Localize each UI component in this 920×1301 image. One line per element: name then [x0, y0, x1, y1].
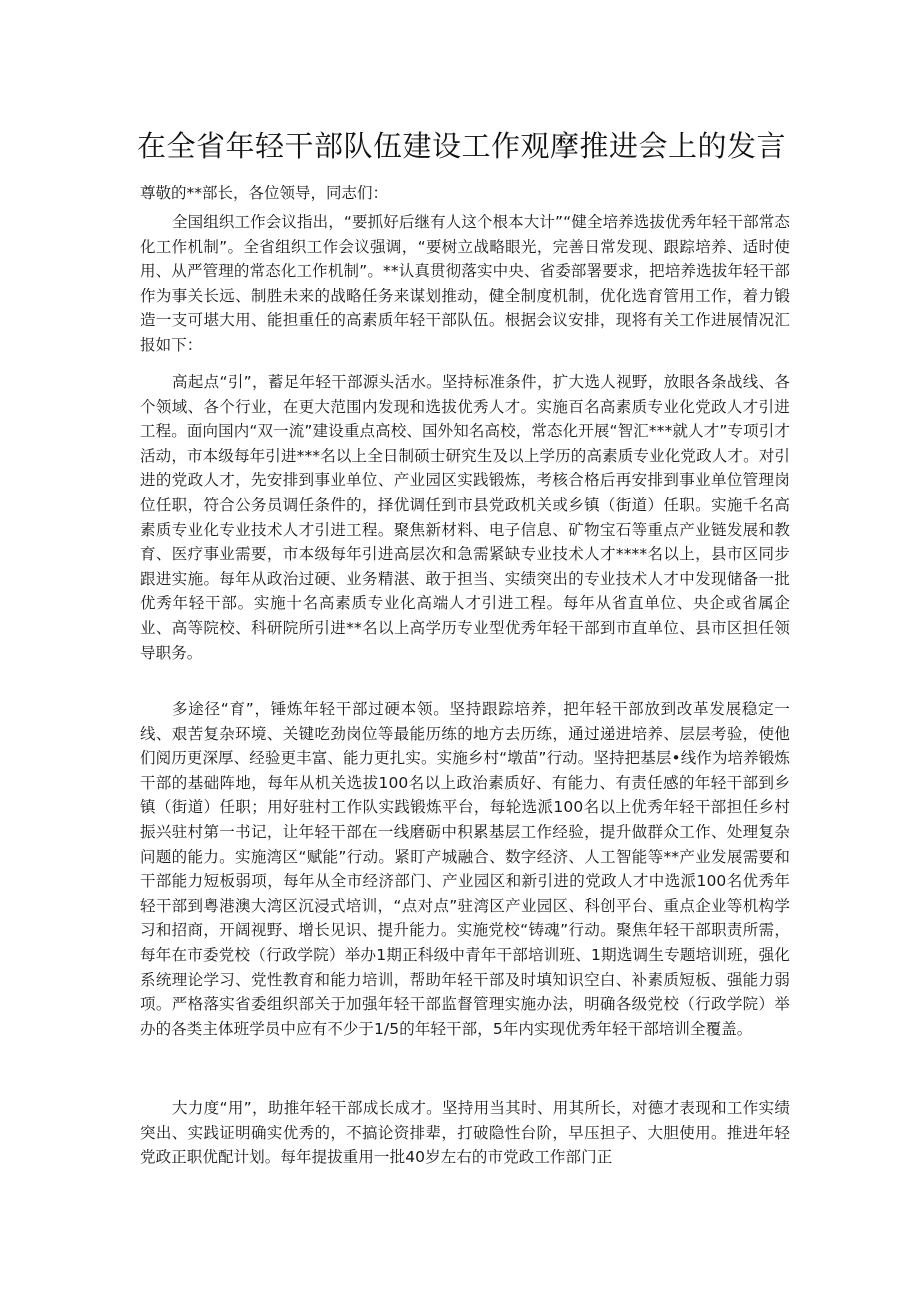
document-title: 在全省年轻干部队伍建设工作观摩推进会上的发言 [137, 129, 787, 163]
paragraph-intro: 全国组织工作会议指出，“要抓好后继有人这个根本大计”“健全培养选拔优秀年轻干部常态化工作机制”。全省组织工作会议强调，“要树立战略眼光，完善日常发现、跟踪培养、适时使用、从严管理的常态化工作机制”。**认真贯彻落实中央、省委部署要求，把培养选拔年轻干部作为事关长远、制胜未来的战略任务来谋划推动，健全制度机制，优化选育管用工作，着力锻造一支可堪大用、能担重任的高素质年轻干部队伍。根据会议安排，现将有关工作进展情况汇报如下： [140, 213, 790, 354]
paragraph-train: 多途径“育”，锤炼年轻干部过硬本领。坚持跟踪培养，把年轻干部放到改革发展稳定一线、艰苦复杂环境、关键吃劲岗位等最能历练的地方去历练，通过递进培养、层层考验，使他们阅历更深厚、经验更丰富、能力更扎实。实施乡村“墩苗”行动。坚持把基层•线作为培养锻炼干部的基础阵地，每年从机关选拔100名以上政治素质好、有能力、有责任感的年轻干部到乡镇（街道）任职；用好驻村工作队实践锻炼平台，每轮选派100名以上优秀年轻干部担任乡村振兴驻村第一书记，让年轻干部在一线磨砺中积累基层工作经验，提升做群众工作、处理复杂问题的能力。实施湾区“赋能”行动。紧盯产城融合、数字经济、人工智能等**产业发展需要和干部能力短板弱项，每年从全市经济部门、产业园区和新引进的党政人才中选派100名优秀年轻干部到粤港澳大湾区沉浸式培训，“点对点”驻湾区产业园区、科创平台、重点企业等机构学习和招商，开阔视野、增长见识、提升能力。实施党校“铸魂”行动。聚焦年轻干部职责所需，每年在市委党校（行政学院）举办1期正科级中青年干部培训班、1期选调生专题培训班，强化系统理论学习、党性教育和能力培训，帮助年轻干部及时填知识空白、补素质短板、强能力弱项。严格落实省委组织部关于加强年轻干部监督管理实施办法，明确各级党校（行政学院）举办的各类主体班学员中应有不少于1/5的年轻干部，5年内实现优秀年轻干部培训全覆盖。 [140, 700, 790, 1038]
paragraph-use: 大力度“用”，助推年轻干部成长成才。坚持用当其时、用其所长，对德才表现和工作实绩突出、实践证明确实优秀的，不搞论资排辈，打破隐性台阶，早压担子、大胆使用。推进年轻党政正职优配计划。每年提拔重用一批40岁左右的市党政工作部门正 [140, 1099, 790, 1167]
salutation: 尊敬的**部长，各位领导，同志们： [140, 184, 389, 202]
paragraph-recruit: 高起点“引”，蓄足年轻干部源头活水。坚持标准条件，扩大选人视野，放眼各条战线、各个领域、各个行业，在更大范围内发现和选拔优秀人才。实施百名高素质专业化党政人才引进工程。面向国内“双一流”建设重点高校、国外知名高校，常态化开展“智汇***就人才”专项引才活动，市本级每年引进***名以上全日制硕士研究生及以上学历的高素质专业化党政人才。对引进的党政人才，先安排到事业单位、产业园区实践锻炼，考核合格后再安排到事业单位管理岗位任职，符合公务员调任条件的，择优调任到市县党政机关或乡镇（街道）任职。实施千名高素质专业化专业技术人才引进工程。聚焦新材料、电子信息、矿物宝石等重点产业链发展和教育、医疗事业需要，市本级每年引进高层次和急需紧缺专业技术人才****名以上，县市区同步跟进实施。每年从政治过硬、业务精湛、敢于担当、实绩突出的专业技术人才中发现储备一批优秀年轻干部。实施十名高素质专业化高端人才引进工程。每年从省直单位、央企或省属企业、高等院校、科研院所引进**名以上高学历专业型优秀年轻干部到市直单位、县市区担任领导职务。 [140, 373, 790, 662]
